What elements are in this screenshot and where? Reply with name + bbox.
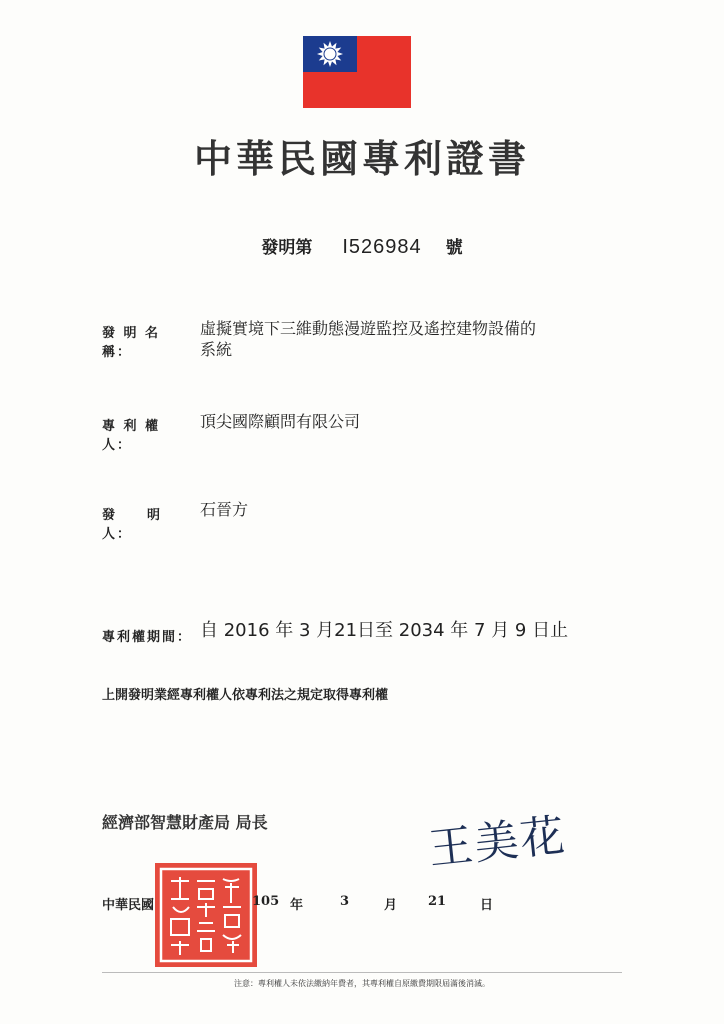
grant-statement: 上開發明業經專利權人依專利法之規定取得專利權 [102,688,389,703]
patent-number-suffix: 號 [445,238,463,258]
date-year: 105 [252,894,280,909]
date-day-unit: 日 [480,898,494,913]
director-title: 經濟部智慧財產局 局長 [102,813,268,832]
date-era: 中華民國 [102,898,155,913]
patent-number-prefix: 發明第 [261,238,313,258]
patentee-value: 頂尖國際顧問有限公司 [200,412,361,431]
seal-pattern-icon [155,863,257,967]
issue-date [102,894,522,914]
patent-number-line [0,233,724,259]
date-day: 21 [428,894,447,909]
term-value: 自 2016 年 3 月21日至 2034 年 7 月 9 日止 [200,620,569,641]
date-month-unit: 月 [384,898,398,913]
date-month: 3 [340,894,350,909]
invention-name-label: 發 明 名 稱： [102,326,161,360]
white-sun-icon [303,36,357,72]
footer-divider [102,972,622,973]
national-flag [303,36,411,108]
official-seal [155,863,257,967]
inventor-label: 發 明 人： [102,508,193,542]
inventor-value: 石晉方 [200,500,249,519]
footer-note: 注意：專利權人未依法繳納年費者，其專利權自原繳費期限屆滿後消滅。 [234,979,490,988]
term-label: 專利權期間： [102,630,193,645]
patent-number: I526984 [342,236,422,258]
patentee-label: 專 利 權 人： [102,419,161,453]
invention-name-line1: 虛擬實境下三維動態漫遊監控及遙控建物設備的 [200,319,537,338]
date-year-unit: 年 [290,898,304,913]
invention-name-line2: 系統 [200,340,233,359]
director-signature: 王美花 [426,809,569,876]
certificate-title: 中華民國專利證書 [193,136,530,181]
invention-name-value [200,318,536,360]
